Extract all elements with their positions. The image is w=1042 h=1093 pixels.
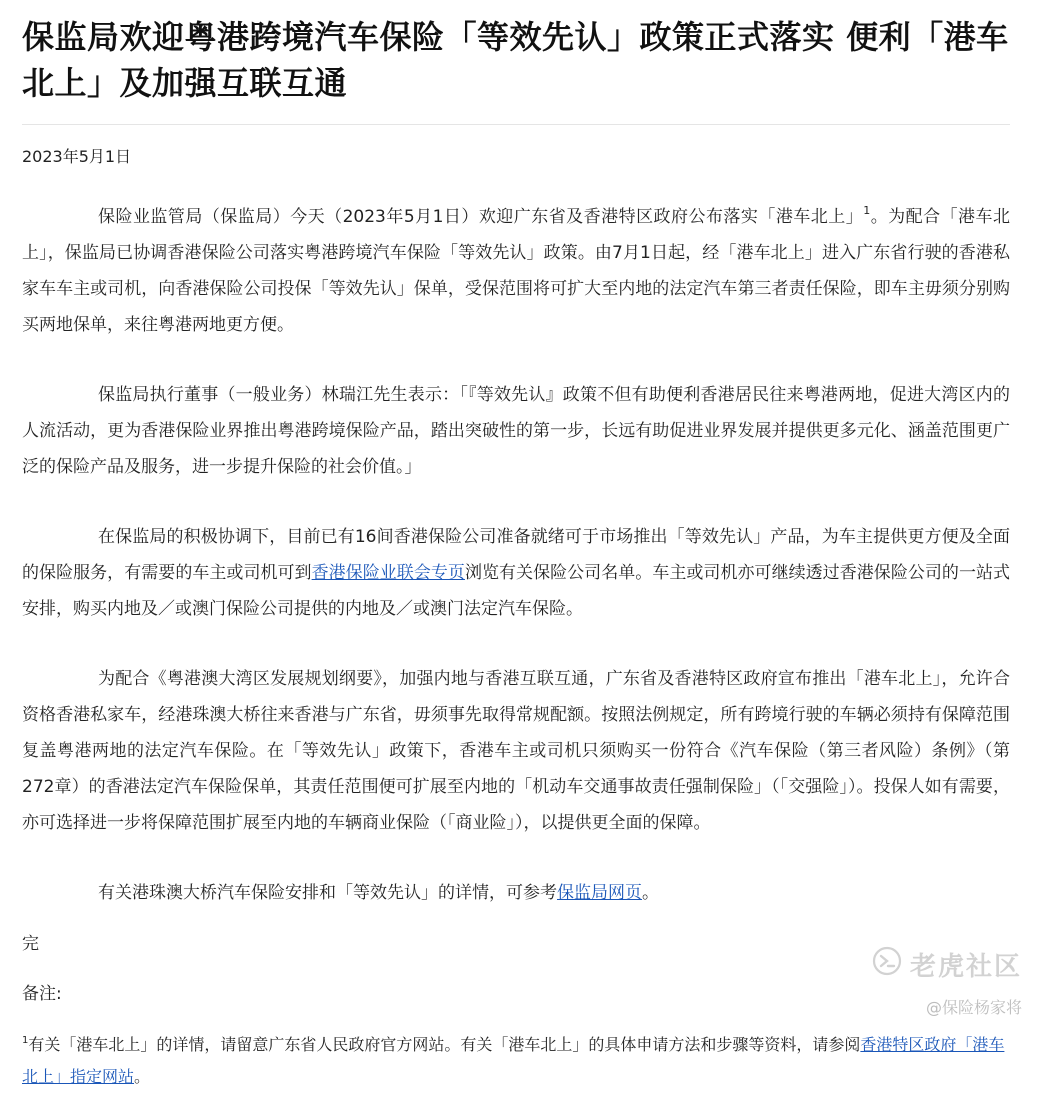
tiger-logo-icon: [872, 946, 902, 983]
paragraph-1-text-a: 保险业监管局（保监局）今天（2023年5月1日）欢迎广东省及香港特区政府公布落实「港车北上」: [98, 207, 864, 227]
footnote-number: 1: [22, 1035, 29, 1046]
paragraph-1: [22, 199, 1010, 343]
page-title: 保监局欢迎粤港跨境汽车保险「等效先认」政策正式落实 便利「港车北上」及加强互联互通: [22, 18, 1009, 102]
paragraph-2: 保监局执行董事（一般业务）林瑞江先生表示：「『等效先认』政策不但有助便利香港居民往来粤港两地，促进大湾区内的人流活动，更为香港保险业界推出粤港跨境保险产品，踏出突破性的第一步，长远有助促进业界发展并提供更多元化、涵盖范围更广泛的保险产品及服务，进一步提升保险的社会价值。」: [22, 385, 1010, 477]
end-marker: 完: [22, 934, 39, 954]
publish-date: 2023年5月1日: [22, 147, 132, 166]
paragraph-5: [22, 875, 1010, 911]
paragraph-3: [22, 519, 1010, 627]
watermark-author: @保险杨家将: [925, 998, 1022, 1017]
footnote-1: [22, 1029, 1010, 1093]
watermark: [872, 946, 1022, 1018]
notes-label: 备注:: [22, 984, 62, 1004]
watermark-brand-row: [872, 946, 1022, 983]
ia-webpage-link[interactable]: 保监局网页: [557, 883, 642, 903]
footnote-text-a: 有关「港车北上」的详情，请留意广东省人民政府官方网站。有关「港车北上」的具体申请方法和步骤等资料，请参阅: [28, 1035, 861, 1054]
paragraph-3-text-b: 浏览有关保险公司名单。车主或司机亦可继续透过香港保险公司的一站式安排，购买内地及／或澳门保险公司提供的内地及／或澳门法定汽车保险。: [22, 563, 1011, 619]
paragraph-5-text-b: 。: [642, 883, 659, 903]
watermark-brand: 老虎社区: [909, 952, 1022, 982]
footnote-ref[interactable]: 1: [863, 204, 871, 217]
paragraph-1-text-b: 。为配合「港车北上」，保监局已协调香港保险公司落实粤港跨境汽车保险「等效先认」政策。由7月1日起，经「港车北上」进入广东省行驶的香港私家车车主或司机，向香港保险公司投保「等效先认」保单，受保范围将可扩大至内地的法定汽车第三者责任保险，即车主毋须分别购买两地保单，来往粤港两地更方便。: [22, 207, 1010, 335]
paragraph-4: 为配合《粤港澳大湾区发展规划纲要》，加强内地与香港互联互通，广东省及香港特区政府宣布推出「港车北上」，允许合资格香港私家车，经港珠澳大桥往来香港与广东省，毋须事先取得常规配额。按照法例规定，所有跨境行驶的车辆必须持有保障范围复盖粤港两地的法定汽车保险。在「等效先认」政策下，香港车主或司机只须购买一份符合《汽车保险（第三者风险）条例》（第272章）的香港法定汽车保险保单，其责任范围便可扩展至内地的「机动车交通事故责任强制保险」（「交强险」）。投保人如有需要，亦可选择进一步将保障范围扩展至内地的车辆商业保险（「商业险」），以提供更全面的保障。: [22, 669, 1010, 833]
title-divider: [22, 124, 1010, 125]
paragraph-5-text-a: 有关港珠澳大桥汽车保险安排和「等效先认」的详情，可参考: [98, 883, 557, 903]
article: [22, 0, 1010, 1093]
insurance-federation-link[interactable]: 香港保险业联会专页: [311, 563, 465, 583]
footnote-text-b: 。: [134, 1067, 151, 1086]
hksar-designated-website-link[interactable]: 香港特区政府「港车北上」指定网站: [22, 1035, 1005, 1086]
paragraph-3-text-a: 在保监局的积极协调下，目前已有16间香港保险公司准备就绪可于市场推出「等效先认」产品，为车主提供更方便及全面的保险服务，有需要的车主或司机可到: [22, 527, 1010, 583]
